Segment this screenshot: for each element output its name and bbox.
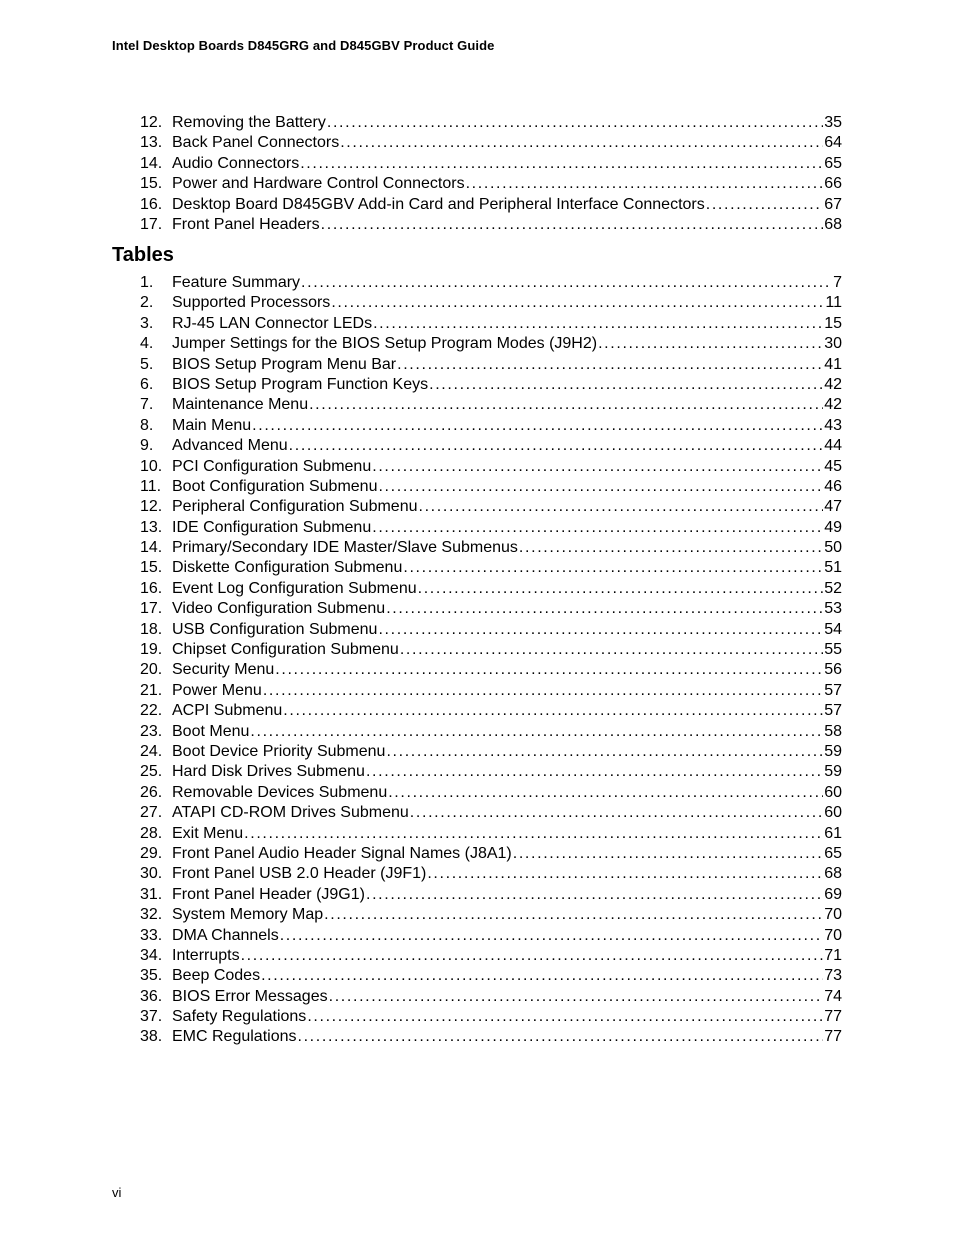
- figure-page-number: 67: [824, 195, 842, 213]
- figure-title: Desktop Board D845GBV Add-in Card and Peripheral Interface Connectors: [172, 195, 705, 213]
- table-page-number: 71: [824, 946, 842, 964]
- table-number: 32.: [140, 906, 163, 924]
- dot-leader: [321, 215, 824, 235]
- table-entry[interactable]: [140, 518, 842, 538]
- table-number: 28.: [140, 824, 163, 842]
- table-page-number: 57: [824, 702, 842, 720]
- table-number: 25.: [140, 763, 163, 781]
- table-number: 10.: [140, 457, 163, 475]
- table-page-number: 44: [824, 437, 842, 455]
- table-title: Beep Codes: [172, 967, 261, 985]
- table-page-number: 56: [824, 661, 842, 679]
- dot-leader: [283, 701, 823, 721]
- table-page-number: 52: [824, 579, 842, 597]
- dot-leader: [410, 803, 823, 823]
- dot-leader: [366, 762, 823, 782]
- dot-leader: [519, 538, 823, 558]
- table-entry[interactable]: [140, 824, 842, 844]
- dot-leader: [263, 681, 823, 701]
- figure-number: 13.: [140, 134, 163, 152]
- table-entry[interactable]: [140, 538, 842, 558]
- table-entry[interactable]: [140, 762, 842, 782]
- dot-leader: [261, 966, 823, 986]
- table-page-number: 59: [824, 742, 842, 760]
- dot-leader: [386, 599, 823, 619]
- table-title: Boot Menu: [172, 722, 250, 740]
- dot-leader: [289, 436, 824, 456]
- table-title: Hard Disk Drives Submenu: [172, 763, 365, 781]
- table-number: 5.: [140, 355, 154, 373]
- dot-leader: [427, 864, 823, 884]
- table-page-number: 58: [824, 722, 842, 740]
- figure-entry[interactable]: [140, 174, 842, 194]
- table-entry[interactable]: [140, 375, 842, 395]
- table-title: Event Log Configuration Submenu: [172, 579, 417, 597]
- dot-leader: [309, 395, 823, 415]
- table-number: 34.: [140, 946, 163, 964]
- table-entry[interactable]: [140, 334, 842, 354]
- dot-leader: [429, 375, 823, 395]
- table-number: 3.: [140, 314, 154, 332]
- dot-leader: [373, 314, 823, 334]
- table-entry[interactable]: [140, 314, 842, 334]
- table-number: 15.: [140, 559, 163, 577]
- dot-leader: [324, 905, 823, 925]
- figure-entry[interactable]: [140, 215, 842, 235]
- table-page-number: 77: [824, 1008, 842, 1026]
- dot-leader: [307, 1007, 823, 1027]
- table-entry[interactable]: [140, 864, 842, 884]
- figure-number: 15.: [140, 175, 163, 193]
- dot-leader: [280, 926, 823, 946]
- table-page-number: 59: [824, 763, 842, 781]
- table-page-number: 49: [824, 518, 842, 536]
- table-title: BIOS Setup Program Menu Bar: [172, 355, 397, 373]
- table-number: 11.: [140, 477, 162, 495]
- table-entry[interactable]: [140, 681, 842, 701]
- dot-leader: [386, 742, 823, 762]
- figure-title: Power and Hardware Control Connectors: [172, 175, 465, 193]
- table-title: ATAPI CD-ROM Drives Submenu: [172, 804, 409, 822]
- dot-leader: [241, 946, 824, 966]
- table-title: Diskette Configuration Submenu: [172, 559, 403, 577]
- dot-leader: [329, 987, 824, 1007]
- table-entry[interactable]: [140, 987, 842, 1007]
- table-page-number: 77: [824, 1028, 842, 1046]
- table-page-number: 57: [824, 681, 842, 699]
- table-number: 7.: [140, 396, 154, 414]
- table-page-number: 61: [824, 824, 842, 842]
- table-entry[interactable]: [140, 803, 842, 823]
- figure-title: Back Panel Connectors: [172, 134, 340, 152]
- figure-entry[interactable]: [140, 133, 842, 153]
- table-page-number: 65: [824, 844, 842, 862]
- table-title: ACPI Submenu: [172, 702, 283, 720]
- table-number: 12.: [140, 498, 163, 516]
- table-number: 24.: [140, 742, 163, 760]
- table-entry[interactable]: [140, 844, 842, 864]
- table-page-number: 42: [824, 396, 842, 414]
- table-number: 26.: [140, 783, 163, 801]
- table-page-number: 54: [824, 620, 842, 638]
- figure-page-number: 65: [824, 154, 842, 172]
- dot-leader: [598, 334, 823, 354]
- table-title: System Memory Map: [172, 906, 324, 924]
- table-entry[interactable]: [140, 722, 842, 742]
- table-entry[interactable]: [140, 477, 842, 497]
- dot-leader: [301, 273, 832, 293]
- dot-leader: [275, 660, 823, 680]
- table-page-number: 47: [824, 498, 842, 516]
- table-number: 9.: [140, 437, 154, 455]
- table-entry[interactable]: [140, 355, 842, 375]
- table-title: Video Configuration Submenu: [172, 600, 386, 618]
- tables-list: [140, 273, 842, 1048]
- table-number: 29.: [140, 844, 163, 862]
- table-title: Jumper Settings for the BIOS Setup Program Modes (J9H2): [172, 335, 598, 353]
- figure-number: 12.: [140, 114, 163, 131]
- table-title: Interrupts: [172, 946, 240, 964]
- table-page-number: 45: [824, 457, 842, 475]
- figure-title: Audio Connectors: [172, 154, 300, 172]
- figures-list: [140, 113, 842, 235]
- table-page-number: 74: [824, 987, 842, 1005]
- table-entry[interactable]: [140, 742, 842, 762]
- dot-leader: [378, 620, 823, 640]
- dot-leader: [513, 844, 823, 864]
- dot-leader: [244, 824, 823, 844]
- table-entry[interactable]: [140, 926, 842, 946]
- dot-leader: [366, 885, 823, 905]
- table-title: Front Panel Audio Header Signal Names (J8A1): [172, 844, 512, 862]
- table-entry[interactable]: [140, 436, 842, 456]
- table-title: Advanced Menu: [172, 437, 288, 455]
- table-page-number: 68: [824, 865, 842, 883]
- table-page-number: 70: [824, 926, 842, 944]
- table-title: IDE Configuration Submenu: [172, 518, 372, 536]
- table-entry[interactable]: [140, 273, 842, 293]
- table-title: Supported Processors: [172, 294, 331, 312]
- figure-entry[interactable]: [140, 154, 842, 174]
- table-entry[interactable]: [140, 579, 842, 599]
- dot-leader: [250, 722, 823, 742]
- table-entry[interactable]: [140, 905, 842, 925]
- dot-leader: [400, 640, 823, 660]
- table-title: Main Menu: [172, 416, 252, 434]
- table-page-number: 42: [824, 375, 842, 393]
- dot-leader: [378, 477, 823, 497]
- table-page-number: 15: [824, 314, 842, 332]
- table-number: 18.: [140, 620, 163, 638]
- table-page-number: 11: [825, 294, 842, 312]
- table-number: 20.: [140, 661, 163, 679]
- table-entry[interactable]: [140, 885, 842, 905]
- dot-leader: [372, 457, 823, 477]
- table-page-number: 60: [824, 783, 842, 801]
- figure-page-number: 66: [824, 175, 842, 193]
- table-page-number: 7: [833, 274, 842, 291]
- figure-title: Removing the Battery: [172, 114, 326, 131]
- table-title: EMC Regulations: [172, 1028, 297, 1046]
- table-entry[interactable]: [140, 783, 842, 803]
- table-title: Chipset Configuration Submenu: [172, 641, 399, 659]
- table-number: 36.: [140, 987, 163, 1005]
- table-page-number: 53: [824, 600, 842, 618]
- table-title: Front Panel USB 2.0 Header (J9F1): [172, 865, 427, 883]
- table-title: Boot Configuration Submenu: [172, 477, 378, 495]
- table-number: 38.: [140, 1028, 163, 1046]
- dot-leader: [298, 1027, 824, 1047]
- table-page-number: 46: [824, 477, 842, 495]
- table-number: 21.: [140, 681, 163, 699]
- dot-leader: [252, 416, 823, 436]
- dot-leader: [403, 558, 823, 578]
- table-title: Safety Regulations: [172, 1008, 307, 1026]
- table-number: 27.: [140, 804, 163, 822]
- figure-page-number: 68: [824, 215, 842, 233]
- dot-leader: [418, 579, 824, 599]
- table-title: Exit Menu: [172, 824, 244, 842]
- table-entry[interactable]: [140, 416, 842, 436]
- table-title: BIOS Setup Program Function Keys: [172, 375, 429, 393]
- table-entry[interactable]: [140, 293, 842, 313]
- page-number: vi: [112, 1185, 122, 1200]
- dot-leader: [388, 783, 823, 803]
- table-title: BIOS Error Messages: [172, 987, 328, 1005]
- page-header-title: Intel Desktop Boards D845GRG and D845GBV Product Guide: [112, 38, 495, 53]
- table-entry[interactable]: [140, 1007, 842, 1027]
- table-entry[interactable]: [140, 946, 842, 966]
- dot-leader: [418, 497, 823, 517]
- table-entry[interactable]: [140, 497, 842, 517]
- table-title: Security Menu: [172, 661, 275, 679]
- figure-title: Front Panel Headers: [172, 215, 320, 233]
- table-title: Boot Device Priority Submenu: [172, 742, 386, 760]
- table-title: USB Configuration Submenu: [172, 620, 378, 638]
- figure-page-number: 64: [824, 134, 842, 152]
- table-entry[interactable]: [140, 599, 842, 619]
- table-entry[interactable]: [140, 701, 842, 721]
- table-entry[interactable]: [140, 1027, 842, 1047]
- dot-leader: [340, 133, 823, 153]
- table-title: PCI Configuration Submenu: [172, 457, 372, 475]
- table-entry[interactable]: [140, 457, 842, 477]
- table-title: Peripheral Configuration Submenu: [172, 498, 418, 516]
- dot-leader: [397, 355, 823, 375]
- table-entry[interactable]: [140, 620, 842, 640]
- table-entry[interactable]: [140, 660, 842, 680]
- table-page-number: 50: [824, 539, 842, 557]
- table-page-number: 55: [824, 641, 842, 659]
- table-number: 19.: [140, 641, 163, 659]
- table-number: 13.: [140, 518, 163, 536]
- table-page-number: 69: [824, 885, 842, 903]
- table-number: 22.: [140, 702, 163, 720]
- table-title: DMA Channels: [172, 926, 279, 944]
- table-page-number: 30: [824, 335, 842, 353]
- table-entry[interactable]: [140, 558, 842, 578]
- table-number: 17.: [140, 600, 163, 618]
- figure-number: 16.: [140, 195, 163, 213]
- table-number: 33.: [140, 926, 163, 944]
- table-number: 2.: [140, 294, 154, 312]
- figure-page-number: 35: [824, 114, 842, 131]
- dot-leader: [466, 174, 824, 194]
- figure-entry[interactable]: [140, 195, 842, 215]
- table-number: 30.: [140, 865, 163, 883]
- table-title: RJ-45 LAN Connector LEDs: [172, 314, 373, 332]
- table-number: 1.: [140, 274, 154, 291]
- table-number: 16.: [140, 579, 163, 597]
- dot-leader: [372, 518, 823, 538]
- table-title: Maintenance Menu: [172, 396, 309, 414]
- figure-number: 17.: [140, 215, 163, 233]
- table-title: Power Menu: [172, 681, 262, 699]
- figure-entry[interactable]: [140, 113, 842, 133]
- table-number: 8.: [140, 416, 154, 434]
- table-title: Removable Devices Submenu: [172, 783, 388, 801]
- dot-leader: [706, 195, 823, 215]
- table-title: Primary/Secondary IDE Master/Slave Submenus: [172, 539, 518, 557]
- table-number: 4.: [140, 335, 154, 353]
- table-entry[interactable]: [140, 966, 842, 986]
- table-page-number: 43: [824, 416, 842, 434]
- table-page-number: 51: [824, 559, 842, 577]
- table-entry[interactable]: [140, 395, 842, 415]
- dot-leader: [327, 113, 823, 133]
- dot-leader: [331, 293, 824, 313]
- table-number: 31.: [140, 885, 163, 903]
- table-page-number: 70: [824, 906, 842, 924]
- table-number: 37.: [140, 1008, 163, 1026]
- table-number: 23.: [140, 722, 163, 740]
- table-page-number: 73: [824, 967, 842, 985]
- dot-leader: [300, 154, 823, 174]
- table-title: Feature Summary: [172, 274, 301, 291]
- table-entry[interactable]: [140, 640, 842, 660]
- table-number: 14.: [140, 539, 163, 557]
- table-number: 35.: [140, 967, 163, 985]
- table-number: 6.: [140, 375, 154, 393]
- figure-number: 14.: [140, 154, 163, 172]
- table-page-number: 41: [824, 355, 842, 373]
- table-page-number: 60: [824, 804, 842, 822]
- tables-heading: Tables: [112, 244, 174, 266]
- table-title: Front Panel Header (J9G1): [172, 885, 365, 903]
